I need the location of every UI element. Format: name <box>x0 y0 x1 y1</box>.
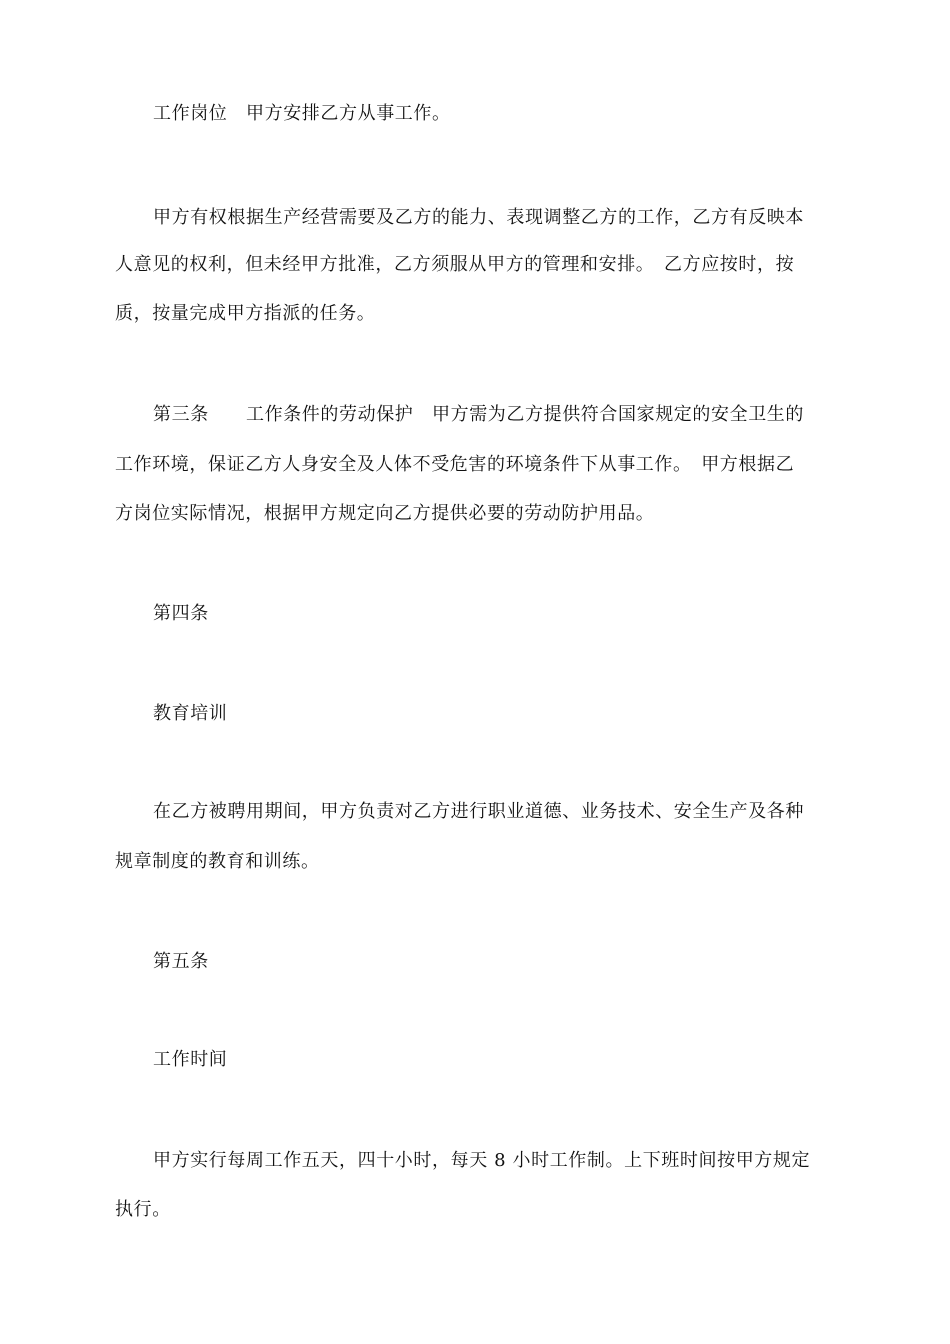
article-3-line-3: 方岗位实际情况，根据甲方规定向乙方提供必要的劳动防护用品。 <box>115 503 655 524</box>
job-position-line: 工作岗位 甲方安排乙方从事工作。 <box>153 103 451 124</box>
training-para-line-1: 在乙方被聘用期间，甲方负责对乙方进行职业道德、业务技术、安全生产及各种 <box>153 801 804 822</box>
work-hours-para-line-1: 甲方实行每周工作五天，四十小时，每天 8 小时工作制。上下班时间按甲方规定 <box>153 1150 811 1171</box>
training-para-line-2: 规章制度的教育和训练。 <box>115 851 320 872</box>
article-5-title: 工作时间 <box>153 1049 228 1070</box>
work-hours-para-line-2: 执行。 <box>115 1199 171 1220</box>
adjustment-para-line-2: 人意见的权利，但未经甲方批准，乙方须服从甲方的管理和安排。 乙方应按时，按 <box>115 254 795 275</box>
article-4-title: 教育培训 <box>153 703 228 724</box>
article-3-line-2: 工作环境，保证乙方人身安全及人体不受危害的环境条件下从事工作。 甲方根据乙 <box>115 454 795 475</box>
article-5-heading: 第五条 <box>153 951 209 972</box>
article-3-line-1: 第三条 工作条件的劳动保护 甲方需为乙方提供符合国家规定的安全卫生的 <box>153 404 804 425</box>
adjustment-para-line-3: 质，按量完成甲方指派的任务。 <box>115 303 376 324</box>
adjustment-para-line-1: 甲方有权根据生产经营需要及乙方的能力、表现调整乙方的工作，乙方有反映本 <box>153 207 804 228</box>
article-4-heading: 第四条 <box>153 603 209 624</box>
